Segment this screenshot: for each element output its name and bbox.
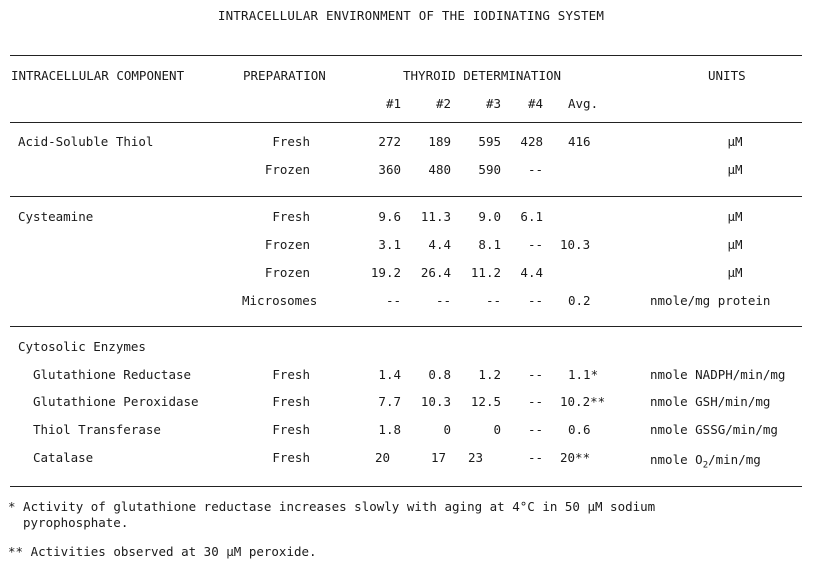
cell-v3: 11.2	[470, 265, 501, 280]
row-prep: Fresh	[272, 394, 310, 409]
cell-v4: --	[527, 422, 543, 437]
cell-v2: 26.4	[420, 265, 451, 280]
cell-units	[650, 452, 761, 471]
cell-v3: 595	[478, 134, 501, 149]
row-component: Thiol Transferase	[33, 422, 161, 437]
rule-top	[10, 55, 802, 56]
footnote-2: ** Activities observed at 30 µM peroxide.	[8, 544, 317, 559]
cell-v1: 3.1	[378, 237, 401, 252]
subheader-avg: Avg.	[568, 96, 599, 111]
cell-v3: 590	[478, 162, 501, 177]
cell-v2: 11.3	[420, 209, 451, 224]
cell-v1: 19.2	[370, 265, 401, 280]
cell-avg: 10.2**	[560, 394, 606, 409]
header-units: UNITS	[708, 68, 746, 83]
cell-v1: 1.4	[378, 367, 401, 382]
footnote-1-cont: pyrophosphate.	[23, 515, 129, 530]
cell-v3: 8.1	[478, 237, 501, 252]
subheader-1: #1	[385, 96, 401, 111]
cell-v1: 7.7	[378, 394, 401, 409]
cell-v1: --	[385, 293, 401, 308]
cell-avg: 20**	[560, 450, 591, 465]
cell-v2: 0	[443, 422, 451, 437]
table-title: INTRACELLULAR ENVIRONMENT OF THE IODINATING SYSTEM	[217, 8, 605, 23]
cell-v3: 9.0	[478, 209, 501, 224]
cell-units: nmole GSH/min/mg	[650, 394, 771, 409]
cell-v4: 6.1	[520, 209, 543, 224]
cell-units: nmole/mg protein	[650, 293, 771, 308]
cell-avg: 1.1*	[568, 367, 599, 382]
row-prep: Fresh	[272, 209, 310, 224]
cell-units: µM	[727, 237, 743, 252]
cell-v4: --	[527, 162, 543, 177]
header-thyroid-determination: THYROID DETERMINATION	[403, 68, 562, 83]
rule-header	[10, 122, 802, 123]
cell-v2: 0.8	[428, 367, 451, 382]
cell-units: µM	[727, 265, 743, 280]
cell-avg: 0.6	[568, 422, 591, 437]
row-component: Cysteamine	[18, 209, 94, 224]
units-subscript: 2	[702, 460, 709, 471]
cell-avg: 416	[568, 134, 591, 149]
row-prep: Frozen	[264, 237, 310, 252]
cell-units: µM	[727, 162, 743, 177]
cell-v4: 4.4	[520, 265, 543, 280]
row-prep: Microsomes	[242, 293, 318, 308]
header-component: INTRACELLULAR COMPONENT	[11, 68, 185, 83]
cell-units: µM	[727, 209, 743, 224]
cell-v3: 1.2	[478, 367, 501, 382]
row-prep: Fresh	[272, 367, 310, 382]
footnote-1: * Activity of glutathione reductase increases slowly with aging at 4°C in 50 µM sodium	[8, 499, 656, 514]
cell-v4: --	[527, 367, 543, 382]
cell-avg: 0.2	[568, 293, 591, 308]
row-component: Catalase	[33, 450, 94, 465]
row-prep: Frozen	[264, 265, 310, 280]
cell-v1: 1.8	[378, 422, 401, 437]
cell-units: nmole GSSG/min/mg	[650, 422, 778, 437]
cell-v1: 9.6	[378, 209, 401, 224]
cell-v1: 360	[378, 162, 401, 177]
cell-v2: --	[435, 293, 451, 308]
row-component: Glutathione Reductase	[33, 367, 192, 382]
cell-v3: 0	[493, 422, 501, 437]
cell-v1: 272	[378, 134, 401, 149]
row-prep: Frozen	[264, 162, 310, 177]
cell-v1: 20	[374, 450, 390, 465]
units-suffix: /min/mg	[708, 452, 761, 467]
cell-v2: 17	[430, 450, 446, 465]
row-prep: Fresh	[272, 422, 310, 437]
cell-v4: 428	[520, 134, 543, 149]
row-prep: Fresh	[272, 134, 310, 149]
cell-units: µM	[727, 134, 743, 149]
cell-v4: --	[527, 394, 543, 409]
cell-v2: 480	[428, 162, 451, 177]
cell-v2: 189	[428, 134, 451, 149]
rule-group-1	[10, 196, 802, 197]
cell-v4: --	[527, 237, 543, 252]
row-component: Glutathione Peroxidase	[33, 394, 199, 409]
cell-v2: 4.4	[428, 237, 451, 252]
header-preparation: PREPARATION	[243, 68, 326, 83]
cell-v3: 12.5	[470, 394, 501, 409]
subheader-2: #2	[435, 96, 451, 111]
cell-v2: 10.3	[420, 394, 451, 409]
subheader-3: #3	[485, 96, 501, 111]
cell-v4: --	[527, 293, 543, 308]
rule-group-2	[10, 326, 802, 327]
cell-avg: 10.3	[560, 237, 591, 252]
units-prefix: nmole O	[650, 452, 703, 467]
cell-v3: 23	[467, 450, 483, 465]
row-prep: Fresh	[272, 450, 310, 465]
row-component: Acid-Soluble Thiol	[18, 134, 154, 149]
cell-v3: --	[485, 293, 501, 308]
subheader-4: #4	[527, 96, 543, 111]
cell-units: nmole NADPH/min/mg	[650, 367, 786, 382]
rule-bottom	[10, 486, 802, 487]
cell-v4: --	[527, 450, 543, 465]
row-component: Cytosolic Enzymes	[18, 339, 146, 354]
